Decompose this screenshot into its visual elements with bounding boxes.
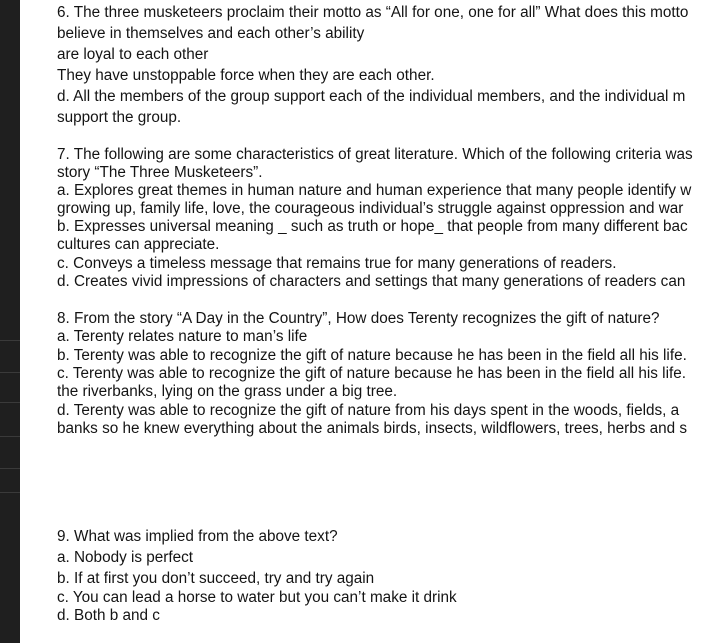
question-6-choice-a: believe in themselves and each other’s ability (57, 25, 365, 42)
document-page (20, 0, 714, 643)
question-7-choice-a-cont: growing up, family life, love, the courageous individual’s struggle against oppression and war (57, 200, 684, 217)
question-8-choice-c-cont: the riverbanks, lying on the grass under a big tree. (57, 383, 398, 400)
question-8-choice-b: b. Terenty was able to recognize the gift of nature because he has been in the field all his life. (57, 347, 687, 364)
question-8-choice-d: d. Terenty was able to recognize the gift of nature from his days spent in the woods, fields, a (57, 402, 680, 419)
edge-mark (0, 372, 20, 373)
question-7-choice-c: c. Conveys a timeless message that remains true for many generations of readers. (57, 255, 617, 272)
question-7-choice-d: d. Creates vivid impressions of characters and settings that many generations of readers can (57, 273, 686, 290)
question-9-choice-b: b. If at first you don’t succeed, try and try again (57, 570, 375, 587)
edge-mark (0, 340, 20, 341)
question-8-choice-a: a. Terenty relates nature to man’s life (57, 328, 308, 345)
question-7-text: 7. The following are some characteristics of great literature. Which of the following criteria was (57, 146, 693, 163)
question-9-text: 9. What was implied from the above text? (57, 528, 338, 545)
edge-mark (0, 468, 20, 469)
question-6-choice-c: They have unstoppable force when they are each other. (57, 67, 435, 84)
question-6-text: 6. The three musketeers proclaim their motto as “All for one, one for all” What does this motto (57, 4, 689, 21)
question-7-choice-b-cont: cultures can appreciate. (57, 236, 220, 253)
question-9-choice-c: c. You can lead a horse to water but you can’t make it drink (57, 589, 457, 606)
question-6-choice-d: d. All the members of the group support each of the individual members, and the individual m (57, 88, 686, 105)
question-9-choice-d: d. Both b and c (57, 607, 160, 624)
question-9-choice-a: a. Nobody is perfect (57, 549, 194, 566)
edge-mark (0, 492, 20, 493)
question-7-text-cont: story “The Three Musketeers”. (57, 164, 263, 181)
edge-mark (0, 402, 20, 403)
question-6-choice-d-cont: support the group. (57, 109, 182, 126)
edge-mark (0, 436, 20, 437)
question-8-text: 8. From the story “A Day in the Country”, How does Terenty recognizes the gift of nature? (57, 310, 660, 327)
question-7-choice-a: a. Explores great themes in human nature and human experience that many people identify w (57, 182, 692, 199)
question-6-choice-b: are loyal to each other (57, 46, 209, 63)
left-edge-bar (0, 0, 20, 643)
question-8-choice-d-cont: banks so he knew everything about the animals birds, insects, wildflowers, trees, herbs and s (57, 420, 688, 437)
question-8-choice-c: c. Terenty was able to recognize the gift of nature because he has been in the field all his life. (57, 365, 686, 382)
question-7-choice-b: b. Expresses universal meaning _ such as truth or hope_ that people from many different bac (57, 218, 688, 235)
